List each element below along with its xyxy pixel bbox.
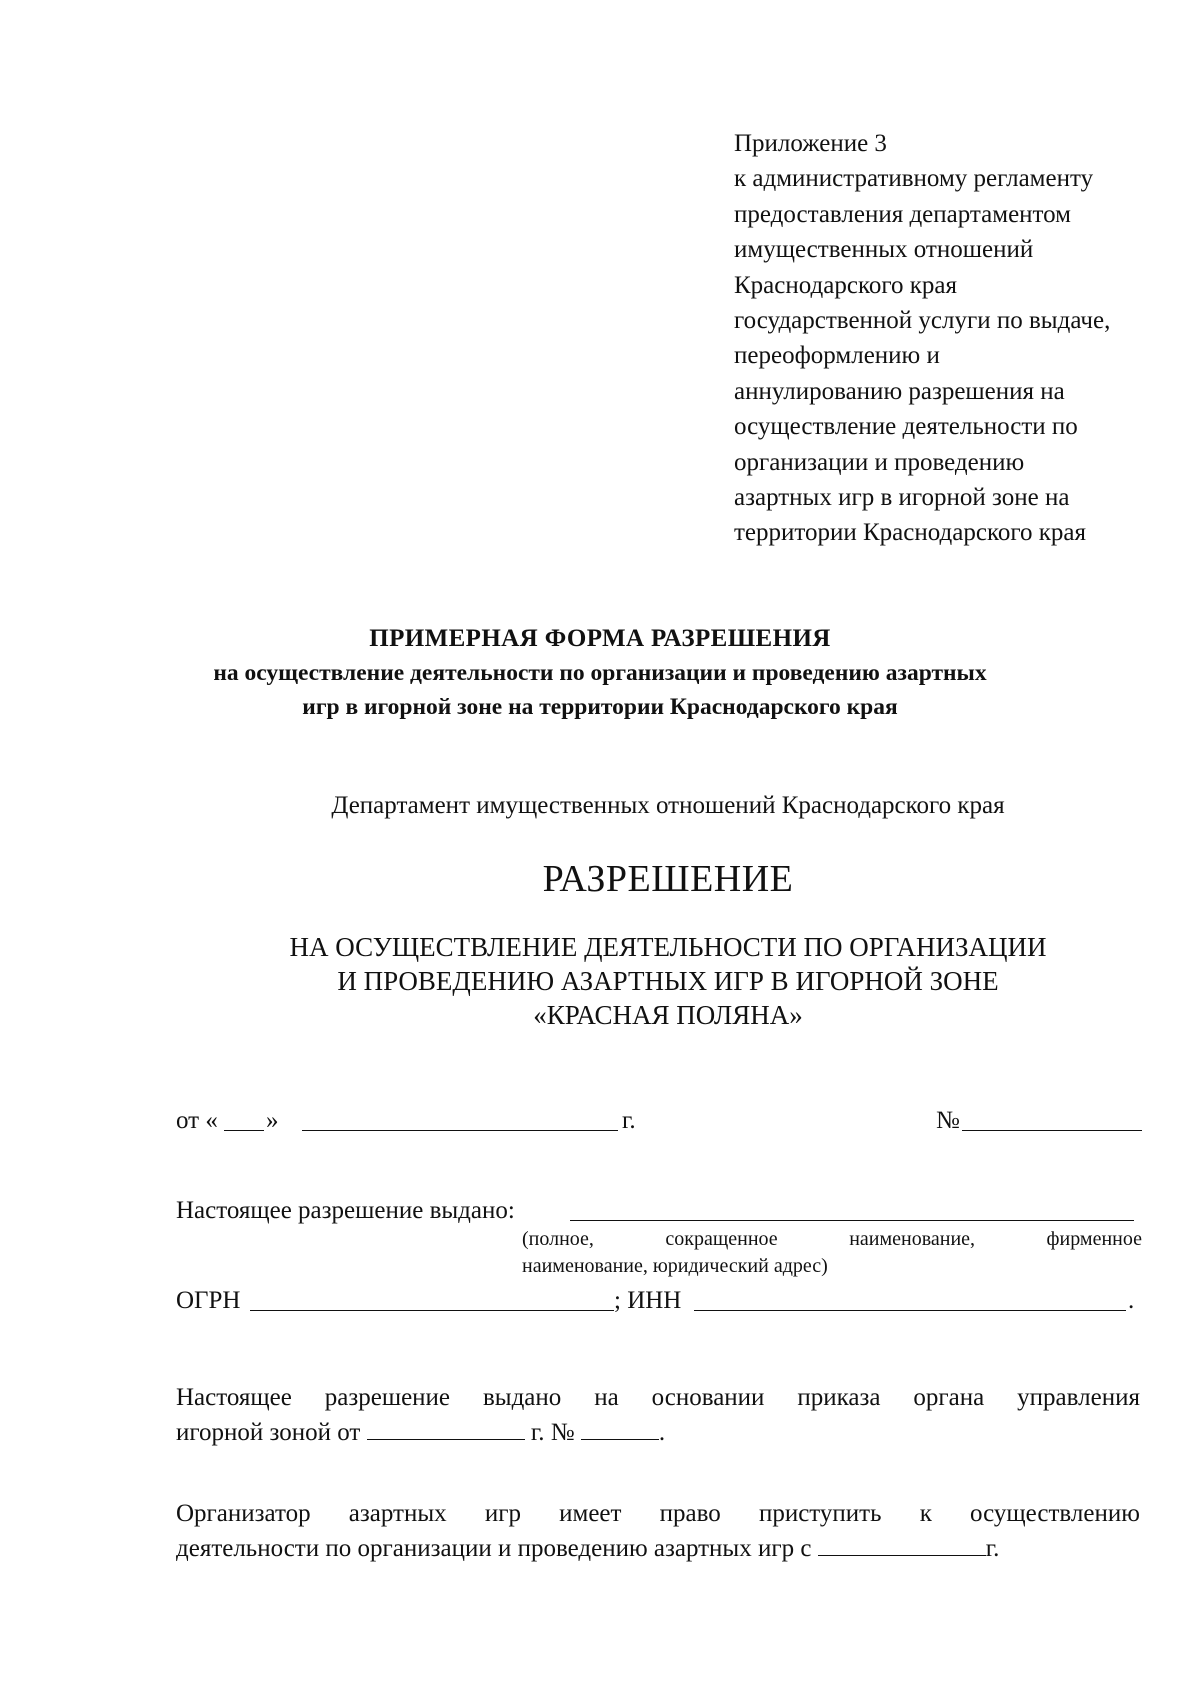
date-from-label: от « xyxy=(176,1107,218,1134)
basis-word: управления xyxy=(1017,1384,1140,1411)
start-word: приступить xyxy=(758,1500,882,1527)
appendix-line: организации и проведению xyxy=(734,448,1025,476)
basis-word: приказа xyxy=(797,1384,881,1411)
date-month-blank[interactable] xyxy=(302,1130,618,1131)
start-word: игр xyxy=(484,1500,521,1527)
appendix-line: Приложение 3 xyxy=(734,130,887,157)
date-year-suffix: г. xyxy=(622,1107,636,1134)
start-line2-prefix: деятельности по организации и проведению азартных игр с xyxy=(176,1535,812,1562)
form-title-main: ПРИМЕРНАЯ ФОРМА РАЗРЕШЕНИЯ xyxy=(369,625,831,652)
issued-to-note xyxy=(522,1226,1142,1280)
permit-subtitle xyxy=(0,930,1200,1032)
permit-subtitle-line: «КРАСНАЯ ПОЛЯНА» xyxy=(533,1000,803,1030)
date-close-quote: » xyxy=(266,1107,279,1134)
permit-title: РАЗРЕШЕНИЕ xyxy=(542,858,794,900)
appendix-line: аннулированию разрешения на xyxy=(734,377,1065,405)
basis-word: Настоящее xyxy=(176,1384,292,1411)
appendix-line: осуществление деятельности по xyxy=(734,413,1078,441)
order-number-blank[interactable] xyxy=(581,1417,659,1440)
start-word: право xyxy=(659,1500,721,1527)
order-date-blank[interactable] xyxy=(367,1417,525,1440)
basis-word: основании xyxy=(651,1384,765,1411)
note-word: сокращенное xyxy=(665,1228,778,1250)
form-title-sub-line: на осуществление деятельности по организации и проведению азартных xyxy=(213,660,987,686)
basis-word: на xyxy=(594,1384,619,1411)
start-word: имеет xyxy=(559,1500,622,1527)
start-word: осуществлению xyxy=(970,1500,1140,1527)
appendix-line: территории Краснодарского края xyxy=(734,519,1086,547)
basis-paragraph xyxy=(176,1380,1140,1450)
note-word: наименование, xyxy=(849,1228,976,1250)
form-title-sub-line: игр в игорной зоне на территории Краснодарского края xyxy=(302,694,898,720)
basis-word: выдано xyxy=(482,1384,562,1411)
appendix-line: переоформлению и xyxy=(734,342,940,370)
basis-line2-prefix: игорной зоной от xyxy=(176,1419,361,1446)
appendix-line: Краснодарского края xyxy=(734,271,957,299)
note-line: наименование, юридический адрес) xyxy=(522,1255,828,1277)
number-blank[interactable] xyxy=(962,1130,1142,1131)
inn-label: ; ИНН xyxy=(614,1287,682,1314)
appendix-line: предоставления департаментом xyxy=(734,200,1071,228)
start-word: Организатор xyxy=(176,1500,311,1527)
start-paragraph xyxy=(176,1496,1140,1566)
department-name: Департамент имущественных отношений Краснодарского края xyxy=(331,792,1005,819)
basis-line2-mid: г. № xyxy=(530,1419,575,1446)
inn-blank[interactable] xyxy=(694,1310,1126,1311)
permit-subtitle-line: НА ОСУЩЕСТВЛЕНИЕ ДЕЯТЕЛЬНОСТИ ПО ОРГАНИЗАЦИИ xyxy=(289,932,1047,962)
form-title xyxy=(0,622,1200,724)
basis-line2-end: . xyxy=(658,1419,666,1446)
appendix-header xyxy=(734,126,1174,551)
ogrn-label: ОГРН xyxy=(176,1287,241,1314)
issued-to-label: Настоящее разрешение выдано: xyxy=(176,1197,515,1224)
appendix-line: азартных игр в игорной зоне на xyxy=(734,484,1070,512)
appendix-line: государственной услуги по выдаче, xyxy=(734,307,1111,335)
issued-to-blank[interactable] xyxy=(570,1220,1134,1221)
start-date-blank[interactable] xyxy=(818,1533,986,1556)
note-word: фирменное xyxy=(1046,1228,1142,1250)
start-line2-end: г. xyxy=(985,1535,1000,1562)
ogrn-blank[interactable] xyxy=(250,1310,614,1311)
permit-subtitle-line: И ПРОВЕДЕНИЮ АЗАРТНЫХ ИГР В ИГОРНОЙ ЗОНЕ xyxy=(337,966,999,996)
basis-word: разрешение xyxy=(324,1384,451,1411)
date-day-blank[interactable] xyxy=(224,1130,264,1131)
appendix-line: имущественных отношений xyxy=(734,236,1034,264)
inn-end-period: . xyxy=(1128,1287,1135,1314)
start-word: азартных xyxy=(348,1500,447,1527)
number-label: № xyxy=(936,1107,960,1134)
start-word: к xyxy=(919,1500,932,1527)
basis-word: органа xyxy=(913,1384,985,1411)
note-word: (полное, xyxy=(522,1228,594,1250)
appendix-line: к административному регламенту xyxy=(734,165,1094,193)
